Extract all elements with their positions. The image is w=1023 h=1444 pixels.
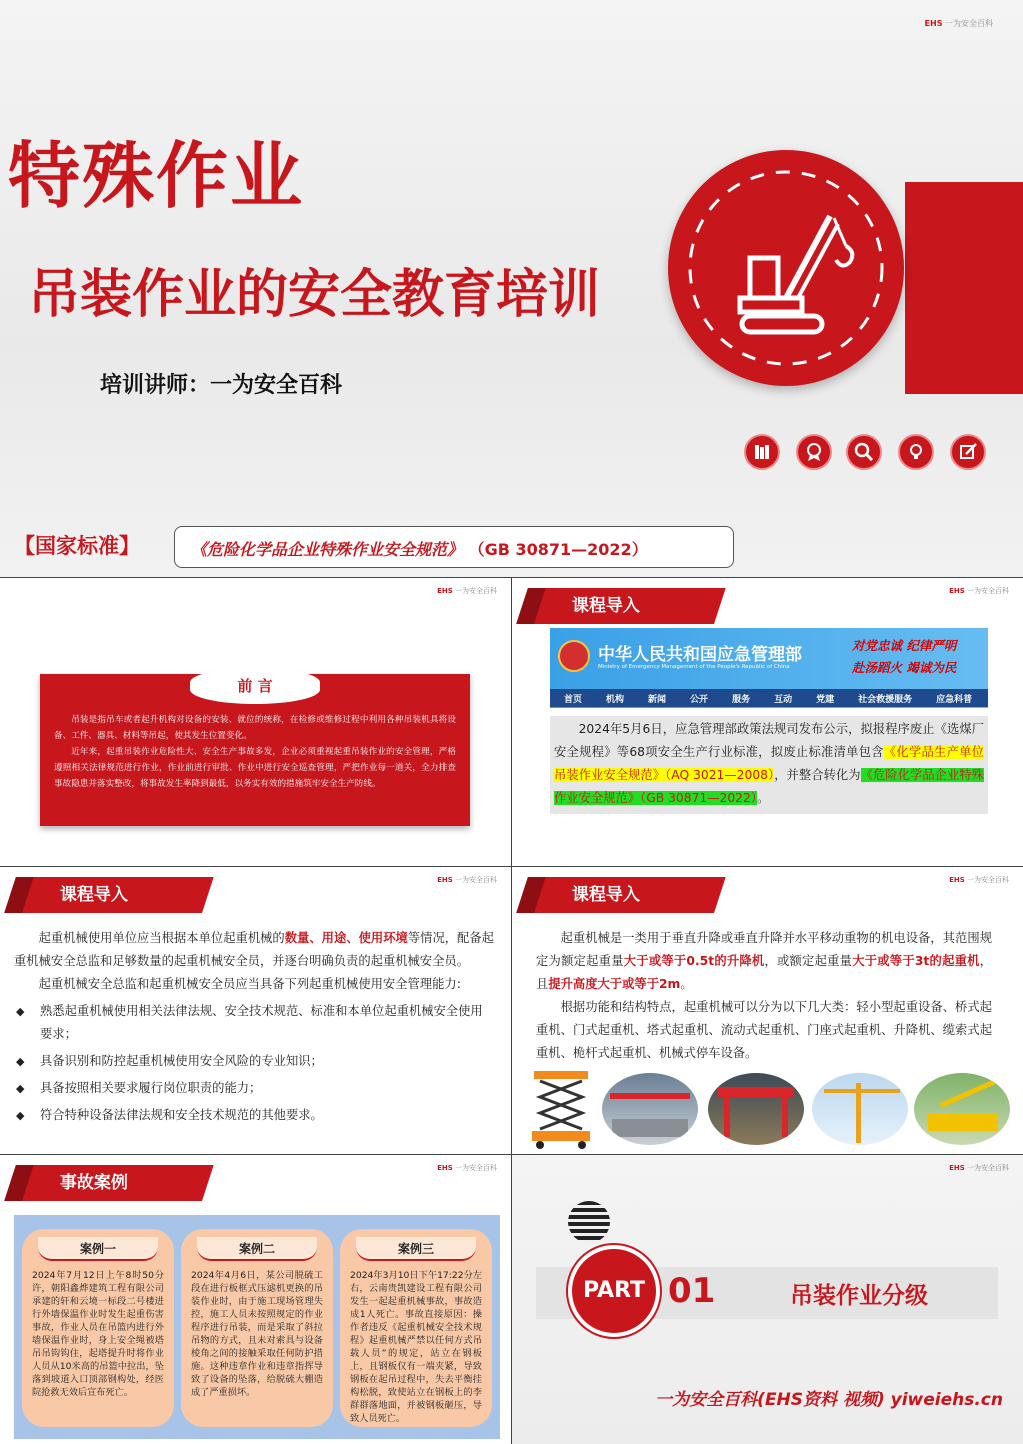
preface-slide: [0, 578, 511, 866]
magnifier-icon: [846, 434, 882, 470]
highlight-green: 《危险化学品企业特殊作业安全规范》（GB 30871—2022）: [554, 768, 984, 805]
requirements-list: [14, 1000, 494, 1127]
case-card: [340, 1229, 492, 1427]
nav-item[interactable]: 新闻: [648, 694, 667, 705]
brand-mark: EHS 一为安全百科: [437, 876, 497, 884]
case-text: 2024年4月6日，某公司脱硫工段在进行板框式压滤机更换的吊装作业时，由于施工现场管理失控，施工人员未按照规定的作业程序进行吊装，而是采取了斜拉吊物的方式，且未对索具与设备棱角之间的接触采取任何防护措施。这种违章作业和违章指挥导致了设备的坠落，给脱硫大棚造成了严重损坏。: [191, 1270, 323, 1398]
standard-code: （GB 30871—2022）: [468, 540, 648, 559]
award-icon: [796, 434, 832, 470]
preface-title-pill: [190, 668, 320, 704]
standard-box: [174, 526, 734, 568]
intro1-slide: [512, 578, 1023, 866]
footer-site: 一为安全百科(EHS资料 视频) yiweiehs.cn: [655, 1390, 1003, 1410]
photo-bridge-crane: [602, 1073, 698, 1145]
accidents-slide: [0, 1155, 511, 1444]
intro3-body: 起重机械是一类用于垂直升降或垂直升降并水平移动重物的机电设备，其范围规定为额定起重量大于或等于0.5t的升降机，或额定起重量大于或等于3t的起重机，且提升高度大于或等于2m。 根据功能和结构特点，起重机械可以分为以下几大类：轻小型起重设备、桥式起重机、门式起重机、塔式起重机、流动式起重机、门座式起重机、升降机、缆索式起重机、桅杆式起重机、机械式停车设备。: [536, 931, 992, 1060]
nav-item[interactable]: 首页: [564, 694, 583, 705]
part-slide: [512, 1155, 1023, 1444]
part-title: 吊装作业分级: [790, 1283, 928, 1309]
highlight-yellow: 《化学品生产单位吊装作业安全规范》（AQ 3021—2008）: [554, 745, 984, 782]
brand-mark: EHS 一为安全百科: [949, 587, 1009, 595]
crane-icon: [668, 150, 904, 386]
ministry-cn: 中华人民共和国应急管理部: [598, 645, 802, 665]
lightbulb-icon: [898, 434, 934, 470]
preface-title: 前 言: [237, 677, 273, 695]
brand-mark: EHS 一为安全百科: [924, 19, 993, 28]
section-header: 事故案例: [22, 1165, 214, 1201]
part-label: PART: [582, 1278, 646, 1303]
books-icon: [744, 434, 780, 470]
photo-truck-crane: [914, 1073, 1010, 1145]
case-text: 2024年7月12日上午8时50分许，朝阳鑫烨建筑工程有限公司承建的轩和云境一标段二号楼进行外墙保温作业时发生起重伤害事故，作业人员在吊篮内进行外墙保温作业时，身上安全绳被塔吊吊钩钩住，起塔提升时将作业人员从10米高的吊篮中拉出，坠落到坡道入口顶部钢构处，经医院抢救无效后宣布死亡。: [32, 1270, 164, 1398]
part-circle: [568, 1245, 660, 1337]
section-header: 课程导入: [22, 877, 214, 913]
case-title: 案例一: [38, 1237, 158, 1261]
red-banner-right: [905, 182, 1023, 394]
cases-panel: [14, 1215, 500, 1439]
brand-mark: EHS 一为安全百科: [949, 1164, 1009, 1172]
photo-tower-crane: [812, 1073, 908, 1145]
list-item: ◆ 熟悉起重机械使用相关法律法规、安全技术规范、标准和本单位起重机械安全使用要求；: [14, 1000, 494, 1046]
cover-title: 特殊作业: [8, 134, 305, 218]
nav-item[interactable]: 互动: [774, 694, 793, 705]
nav-item[interactable]: 服务: [732, 694, 751, 705]
section-header: 课程导入: [534, 588, 726, 624]
emblem-icon: [558, 640, 590, 672]
case-text: 2024年3月10日下午17:22分左右，云南贵凯建设工程有限公司发生一起起重机械事故，事故造成1人死亡。事故直接原因：操作者违反《起重机械安全技术规程》起重机械严禁以任何方式吊载人员”的规定，站立在钢板上，且钢板仅有一端夹紧，导致钢板在起吊过程中，失去平衡挂构松脱，致使站立在钢板上的李群群落地面，并被钢板砸压，导致人员死亡。: [350, 1270, 482, 1424]
cover-slide: [0, 0, 1023, 577]
case-title: 案例三: [356, 1237, 476, 1261]
motto-2: 赴汤蹈火 竭诚为民: [852, 660, 957, 675]
highlight-red: 数量、用途、使用环境: [284, 931, 408, 945]
photo-gantry-crane: [708, 1073, 804, 1145]
brand-mark: EHS 一为安全百科: [437, 587, 497, 595]
nav-item[interactable]: 机构: [606, 694, 625, 705]
highlight-red: 提升高度大于或等于2m: [548, 977, 681, 991]
ministry-banner: [550, 628, 988, 708]
brand-mark: EHS 一为安全百科: [949, 876, 1009, 884]
part-number: 01: [668, 1271, 716, 1311]
case-title: 案例二: [197, 1237, 317, 1261]
intro1-text: 2024年5月6日，应急管理部政策法规司发布公示，拟报程序废止《选煤厂安全规程》等68项安全生产行业标准，拟废止标准清单包含《化学品生产单位吊装作业安全规范》（AQ 3021—2008），并整合转化为《危险化学品企业特殊作业安全规范》（GB 30871—2022）。: [550, 716, 988, 814]
brand-mark: EHS 一为安全百科: [437, 1164, 497, 1172]
standard-tag: 【国家标准】: [14, 534, 140, 558]
case-card: [22, 1229, 174, 1427]
list-item: ◆ 符合特种设备法律法规和安全技术规范的其他要求。: [14, 1104, 494, 1127]
standard-name: 《危险化学品企业特殊作业安全规范》: [191, 540, 464, 559]
edit-icon: [950, 434, 986, 470]
ministry-en: Ministry of Emergency Management of the People's Republic of China: [598, 664, 790, 670]
cover-subtitle: 吊装作业的安全教育培训: [28, 265, 601, 325]
nav-item[interactable]: 应急科普: [936, 694, 973, 705]
crane-circle: [668, 150, 904, 386]
highlight-red: 大于或等于0.5t的升降机: [623, 954, 765, 968]
list-item: ◆ 具备识别和防控起重机械使用安全风险的专业知识；: [14, 1050, 494, 1073]
striped-circle-icon: [568, 1201, 610, 1243]
section-header: 课程导入: [534, 877, 726, 913]
highlight-red: 大于或等于3t的起重机: [852, 954, 980, 968]
ministry-nav: [550, 689, 988, 707]
list-item: ◆ 具备按照相关要求履行岗位职责的能力；: [14, 1077, 494, 1100]
intro3-slide: [512, 867, 1023, 1154]
cover-trainer: 培训讲师：一为安全百科: [100, 373, 343, 398]
nav-item[interactable]: 公开: [690, 694, 709, 705]
intro2-body: 起重机械使用单位应当根据本单位起重机械的数量、用途、使用环境等情况，配备起重机械安全总监和足够数量的起重机械安全员，并逐台明确负责的起重机械安全员。 起重机械安全总监和起重机械安全员应当具备下列起重机械使用安全管理能力: ◆ 熟悉起重机械使用相关法律法规、安全技术规范、标准和本单位起重机械安全使用要求； ◆ 具备识别和防控起重机械使用安全风险的专业知识； ◆ 具备按照相关要求履行岗位职责的能力； ◆ 符合特种设备法律法规和安全技术规范的其他要求。: [14, 927, 494, 1127]
photo-scissor-lift: [526, 1067, 596, 1149]
preface-text: 吊装是指吊车或者起升机构对设备的安装、就位的统称，在检修或维修过程中利用各种吊装机具将设备、工件、器具、材料等吊起，使其发生位置变化。 近年来，起重吊装作业危险性大、安全生产事故多发，企业必须重视起重吊装作业的安全管理，严格遵照相关法律规范进行作业，作业前进行审批、作业中进行安全巡查管理，严把作业每一道关，全力排查事故隐患并落实整改，将事故发生率降到最低，以务实有效的措施筑牢安全生产防线。: [54, 715, 456, 789]
nav-item[interactable]: 社会救援服务: [858, 694, 913, 705]
preface-card: [40, 674, 470, 826]
case-card: [181, 1229, 333, 1427]
motto-1: 对党忠诚 纪律严明: [852, 638, 957, 653]
nav-item[interactable]: 党建: [816, 694, 835, 705]
intro2-slide: [0, 867, 511, 1154]
